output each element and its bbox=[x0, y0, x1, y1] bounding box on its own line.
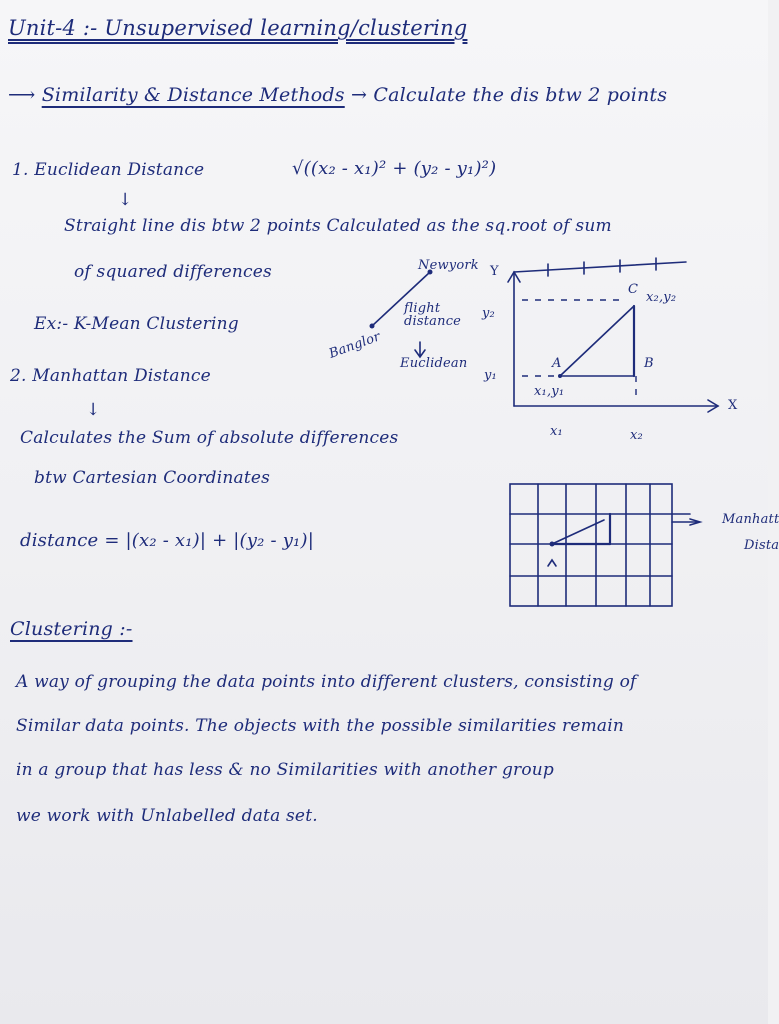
clustering-line4: we work with Unlabelled data set. bbox=[16, 806, 318, 826]
point-a-coord: x₁,y₁ bbox=[534, 384, 565, 399]
euclidean-desc-line1: Straight line dis btw 2 points Calculated as the sq.root of sum bbox=[64, 216, 612, 236]
arrow-note: Calculate the dis btw 2 points bbox=[373, 84, 668, 106]
down-arrow-icon: ↓ bbox=[118, 190, 133, 210]
y1-label: y₁ bbox=[484, 368, 497, 383]
y2-label: y₂ bbox=[482, 306, 495, 321]
point-c-label: C bbox=[628, 282, 639, 297]
x2-label: x₂ bbox=[630, 428, 643, 443]
section-heading: ⟶ Similarity & Distance Methods → Calculate the dis btw 2 points bbox=[8, 84, 668, 106]
flight-distance-label: flight distance bbox=[404, 301, 462, 329]
axis-x-label: X bbox=[728, 398, 738, 413]
manhattan-label-1: Manhatt bbox=[722, 512, 779, 527]
euclidean-formula: √((x₂ - x₁)² + (y₂ - y₁)²) bbox=[292, 158, 497, 179]
euclidean-desc-line2: of squared differences bbox=[74, 262, 272, 282]
euclidean-label: Euclidean bbox=[400, 356, 468, 371]
euclidean-heading: 1. Euclidean Distance bbox=[12, 160, 205, 180]
manhattan-desc-line2: btw Cartesian Coordinates bbox=[34, 468, 271, 488]
page-title: Unit-4 :- Unsupervised learning/clustering bbox=[8, 16, 468, 40]
euclidean-example: Ex:- K-Mean Clustering bbox=[34, 314, 239, 334]
point-a-label: A bbox=[552, 356, 562, 371]
newyork-label: Newyork bbox=[418, 258, 479, 273]
point-b-label: B bbox=[644, 356, 654, 371]
bangalore-label: Banglor bbox=[327, 329, 383, 362]
clustering-line2: Similar data points. The objects with the possible similarities remain bbox=[16, 716, 625, 736]
clustering-line3: in a group that has less & no Similarities with another group bbox=[16, 760, 555, 780]
clustering-heading: Clustering :- bbox=[10, 618, 133, 640]
down-arrow-icon: ↓ bbox=[86, 400, 101, 420]
x1-label: x₁ bbox=[550, 424, 563, 439]
similarity-heading: Similarity & Distance Methods bbox=[41, 84, 345, 106]
clustering-line1: A way of grouping the data points into different clusters, consisting of bbox=[16, 672, 637, 692]
manhattan-heading: 2. Manhattan Distance bbox=[10, 366, 211, 386]
point-c-coord: x₂,y₂ bbox=[646, 290, 677, 305]
manhattan-desc-line1: Calculates the Sum of absolute differences bbox=[20, 428, 399, 448]
manhattan-formula: distance = |(x₂ - x₁)| + |(y₂ - y₁)| bbox=[20, 530, 314, 551]
small-arrow-icon bbox=[548, 560, 556, 566]
grid-point bbox=[550, 542, 555, 547]
axis-y-label: Y bbox=[490, 264, 499, 279]
manhattan-label-2: Dista bbox=[744, 538, 779, 553]
